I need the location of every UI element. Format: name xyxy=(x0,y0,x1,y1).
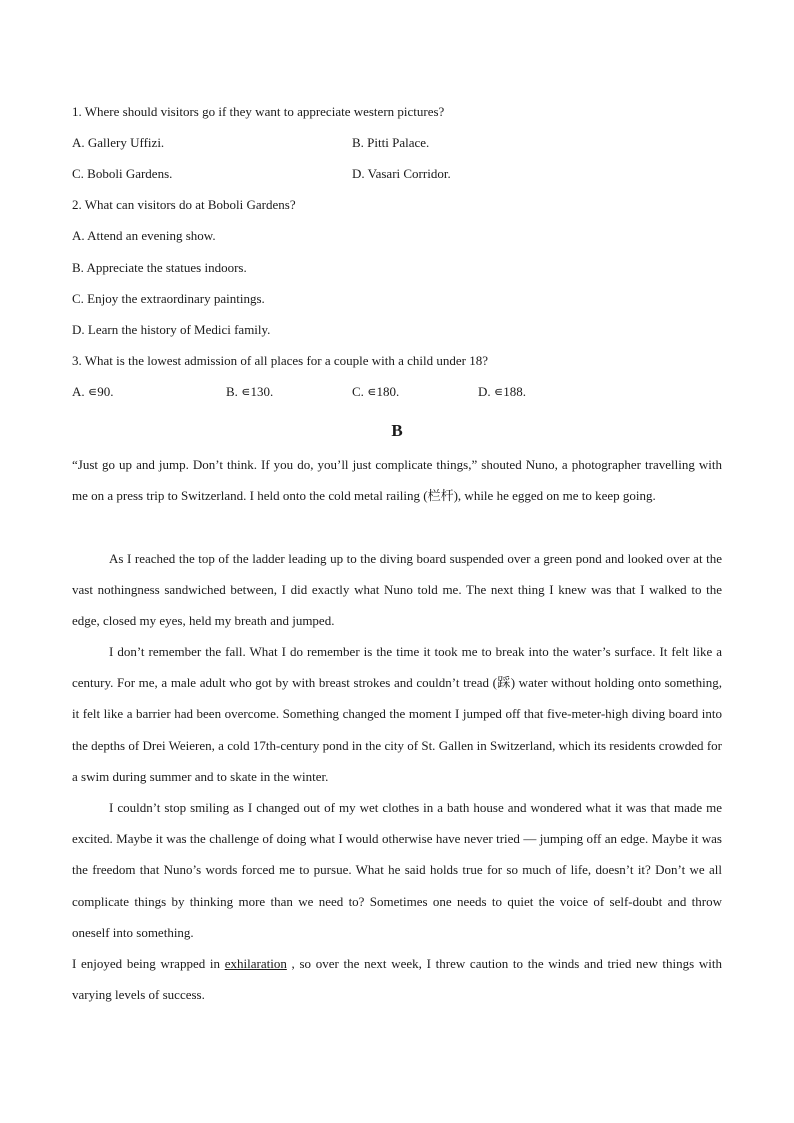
question-1-option-c: C. Boboli Gardens. xyxy=(72,166,173,181)
question-3-option-a: A. ∊90. xyxy=(72,384,114,399)
question-2-option-d: D. Learn the history of Medici family. xyxy=(72,322,271,337)
passage-paragraph-3: I don’t remember the fall. What I do remember is the time it took me to break into the water’s surface. It felt like a century. For me, a male adult who got by with breast strokes and couldn’t tread (踩) water without holding onto something, it felt like a barrier had been overcome. Something changed the moment I jumped off that five-meter-high diving board into the depths of Drei Weieren, a cold 17th-century pond in the city of St. Gallen in Switzerland, which its residents crowded for a swim during summer and to skate in the winter. xyxy=(72,644,722,784)
question-2-option-a: A. Attend an evening show. xyxy=(72,228,216,243)
passage-paragraph-5 xyxy=(72,948,722,1010)
passage-paragraph-1: “Just go up and jump. Don’t think. If you do, you’ll just complicate things,” shouted Nuno, a photographer travelling with me on a press trip to Switzerland. I held onto the cold metal railing (栏杆), while he egged on me to keep going. xyxy=(72,457,722,504)
question-1-stem: 1. Where should visitors go if they want to appreciate western pictures? xyxy=(72,104,445,119)
question-2-stem: 2. What can visitors do at Boboli Gardens? xyxy=(72,197,296,212)
question-3-option-b: B. ∊130. xyxy=(226,384,274,399)
passage-paragraph-4: I couldn’t stop smiling as I changed out of my wet clothes in a bath house and wondered what it was that made me excited. Maybe it was the challenge of doing what I would otherwise have never tried — jumping off an edge. Maybe it was the freedom that Nuno’s words forced me to pursue. What he said holds true for so much of life, doesn’t it? Don’t we all complicate things by thinking more than we need to? Sometimes one needs to quiet the voice of self-doubt and throw oneself into something. xyxy=(72,800,722,940)
paragraph-5-lead-text: I enjoyed being wrapped in xyxy=(72,956,225,971)
question-3-option-c: C. ∊180. xyxy=(352,384,400,399)
section-heading: B xyxy=(391,421,403,440)
paragraph-5-tail-text: , so over the next week, I threw caution to the winds and tried new things with varying levels of success. xyxy=(72,956,723,1003)
passage-paragraph-2: As I reached the top of the ladder leading up to the diving board suspended over a green pond and looked over at the vast nothingness sandwiched between, I did exactly what Nuno told me. The next thing I knew was that I walked to the edge, closed my eyes, held my breath and jumped. xyxy=(72,551,722,629)
question-2-option-b: B. Appreciate the statues indoors. xyxy=(72,260,247,275)
question-1-option-b: B. Pitti Palace. xyxy=(352,135,430,150)
question-1-option-d: D. Vasari Corridor. xyxy=(352,166,451,181)
question-2-option-c: C. Enjoy the extraordinary paintings. xyxy=(72,291,265,306)
underlined-word: exhilaration xyxy=(224,956,287,971)
question-3-option-d: D. ∊188. xyxy=(478,384,526,399)
question-1-option-a: A. Gallery Uffizi. xyxy=(72,135,165,150)
question-3-stem: 3. What is the lowest admission of all places for a couple with a child under 18? xyxy=(72,353,489,368)
